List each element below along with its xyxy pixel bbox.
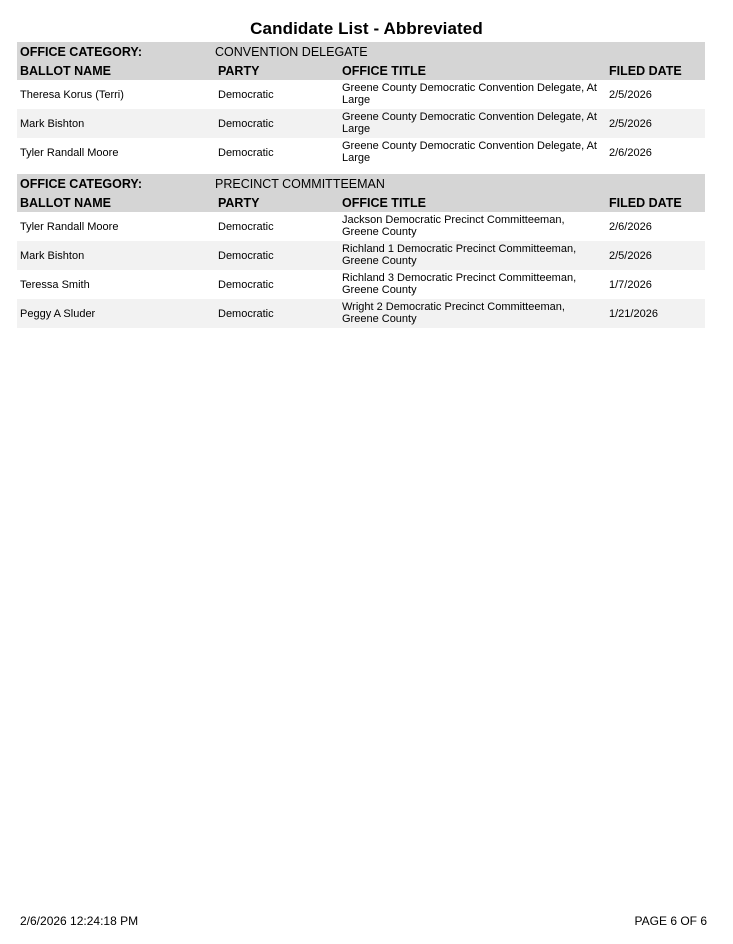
table-row xyxy=(17,138,705,167)
filed-date-cell: 2/6/2026 xyxy=(609,220,652,233)
candidate-rows xyxy=(17,80,705,167)
party-cell: Democratic xyxy=(218,117,274,130)
column-header-party: PARTY xyxy=(218,195,260,210)
party-cell: Democratic xyxy=(218,249,274,262)
column-header-ballot-name: BALLOT NAME xyxy=(20,195,111,210)
table-row xyxy=(17,241,705,270)
table-row xyxy=(17,109,705,138)
column-header-office-title: OFFICE TITLE xyxy=(342,195,427,210)
filed-date-cell: 2/6/2026 xyxy=(609,146,652,159)
table-row xyxy=(17,299,705,328)
office-title-cell: Richland 1 Democratic Precinct Committeeman, Greene County xyxy=(342,243,577,267)
office-title-cell: Greene County Democratic Convention Delegate, At Large xyxy=(342,111,597,135)
footer-page-number: PAGE 6 OF 6 xyxy=(634,914,707,928)
section-header xyxy=(17,42,705,80)
party-cell: Democratic xyxy=(218,307,274,320)
table-row xyxy=(17,212,705,241)
office-category-value: CONVENTION DELEGATE xyxy=(215,44,368,59)
filed-date-cell: 1/7/2026 xyxy=(609,278,652,291)
office-title-cell: Greene County Democratic Convention Delegate, At Large xyxy=(342,140,597,164)
office-category-value: PRECINCT COMMITTEEMAN xyxy=(215,176,385,191)
column-header-row xyxy=(17,61,705,80)
office-category-label: OFFICE CATEGORY: xyxy=(20,176,142,191)
column-header-row xyxy=(17,193,705,212)
ballot-name-cell: Tyler Randall Moore xyxy=(20,146,119,159)
filed-date-cell: 1/21/2026 xyxy=(609,307,658,320)
office-title-cell: Wright 2 Democratic Precinct Committeeman, Greene County xyxy=(342,301,565,325)
candidate-rows xyxy=(17,212,705,328)
ballot-name-cell: Mark Bishton xyxy=(20,117,85,130)
column-header-ballot-name: BALLOT NAME xyxy=(20,63,111,78)
ballot-name-cell: Teressa Smith xyxy=(20,278,90,291)
party-cell: Democratic xyxy=(218,220,274,233)
column-header-filed-date: FILED DATE xyxy=(609,195,682,210)
office-category-row xyxy=(17,42,705,61)
party-cell: Democratic xyxy=(218,146,274,159)
table-row xyxy=(17,80,705,109)
ballot-name-cell: Peggy A Sluder xyxy=(20,307,96,320)
section-precinct-committeeman xyxy=(17,174,705,328)
column-header-office-title: OFFICE TITLE xyxy=(342,63,427,78)
filed-date-cell: 2/5/2026 xyxy=(609,88,652,101)
office-title-cell: Greene County Democratic Convention Delegate, At Large xyxy=(342,82,597,106)
ballot-name-cell: Tyler Randall Moore xyxy=(20,220,119,233)
party-cell: Democratic xyxy=(218,278,274,291)
filed-date-cell: 2/5/2026 xyxy=(609,117,652,130)
column-header-filed-date: FILED DATE xyxy=(609,63,682,78)
ballot-name-cell: Theresa Korus (Terri) xyxy=(20,88,124,101)
office-title-cell: Jackson Democratic Precinct Committeeman, Greene County xyxy=(342,214,565,238)
column-header-party: PARTY xyxy=(218,63,260,78)
section-convention-delegate xyxy=(17,42,705,167)
table-row xyxy=(17,270,705,299)
footer-timestamp: 2/6/2026 12:24:18 PM xyxy=(20,914,139,928)
filed-date-cell: 2/5/2026 xyxy=(609,249,652,262)
office-category-label: OFFICE CATEGORY: xyxy=(20,44,142,59)
candidate-report xyxy=(17,42,705,335)
office-category-row xyxy=(17,174,705,193)
party-cell: Democratic xyxy=(218,88,274,101)
office-title-cell: Richland 3 Democratic Precinct Committeeman, Greene County xyxy=(342,272,577,296)
section-header xyxy=(17,174,705,212)
ballot-name-cell: Mark Bishton xyxy=(20,249,85,262)
report-title: Candidate List - Abbreviated xyxy=(250,19,483,38)
